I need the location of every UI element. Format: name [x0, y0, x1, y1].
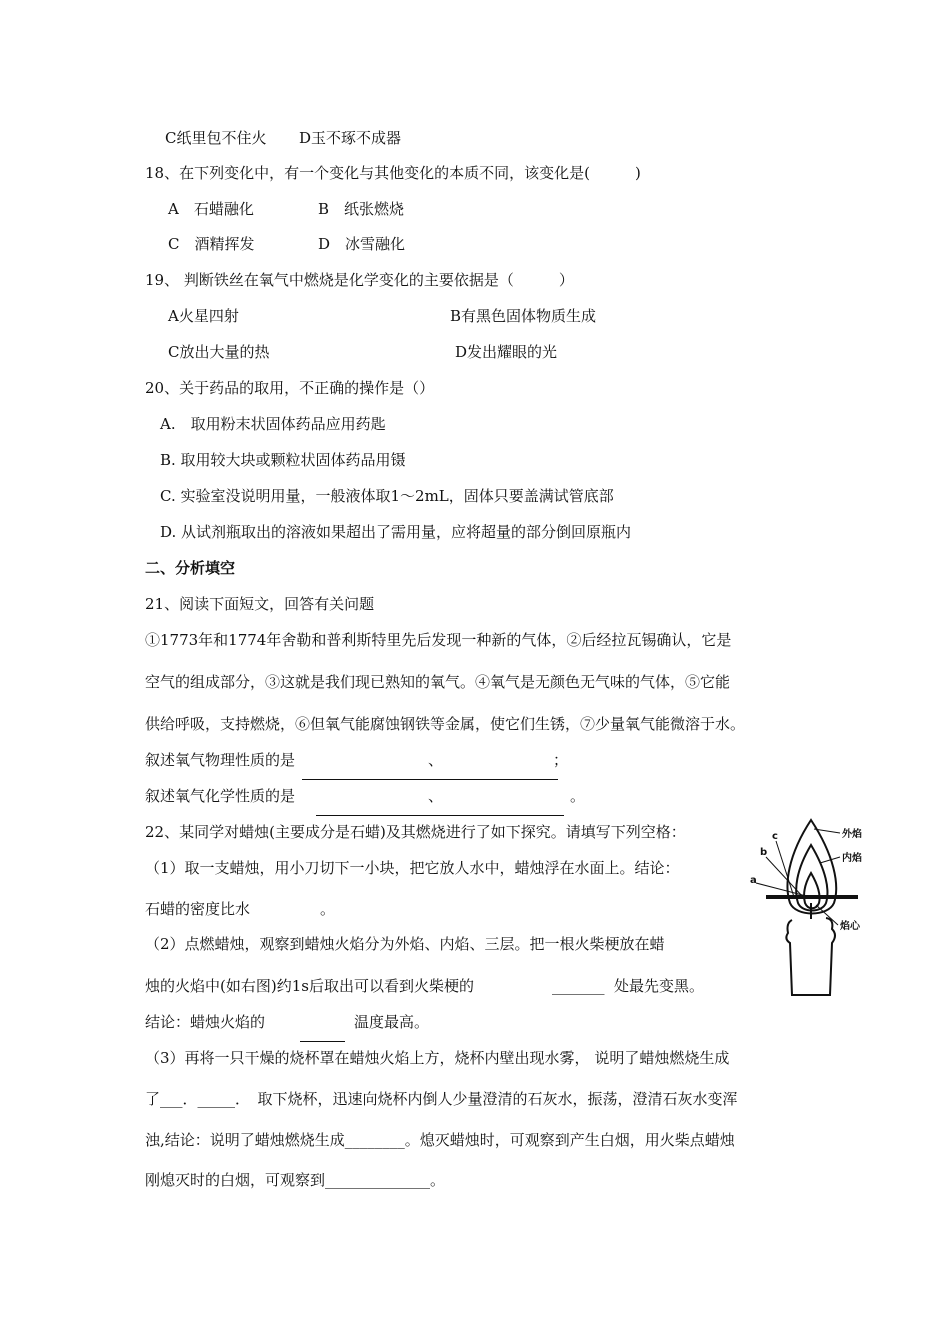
q19-option-a: A火星四射: [168, 307, 239, 325]
inner-flame-label: 内焰: [842, 853, 862, 864]
q21-physical-answer-line[interactable]: [302, 779, 558, 780]
label-c: c: [772, 831, 778, 842]
label-a: a: [750, 875, 757, 886]
q18-option-c: C 酒精挥发: [168, 235, 255, 253]
q21-stem: 21、阅读下面短文，回答有关问题: [145, 595, 375, 613]
q22-step2-conclusion-end: 温度最高。: [354, 1013, 430, 1031]
outer-flame-label: 外焰: [842, 829, 862, 840]
candle-body: [786, 918, 835, 995]
q22-step2-line2-end: 处最先变黑。: [614, 977, 705, 995]
q21-physical-separator: 、: [428, 751, 444, 769]
q22-stem: 22、某同学对蜡烛(主要成分是石蜡)及其燃烧进行了如下探究。请填写下列空格：: [145, 823, 686, 841]
inner-flame: [796, 845, 827, 911]
outer-flame: [788, 820, 837, 914]
q22-step3-line2: 了___．_____． 取下烧杯，迅速向烧杯内倒人少量澄清的石灰水，振荡，澄清石灰水变浑: [145, 1090, 738, 1108]
q20-stem: 20、关于药品的取用，不正确的操作是（）: [145, 379, 435, 397]
q22-step1-line2: 石蜡的密度比水: [145, 900, 251, 918]
label-a-leader: [756, 883, 810, 897]
q22-step1-line1: （1）取一支蜡烛，用小刀切下一小块，把它放人水中，蜡烛浮在水面上。结论：: [145, 859, 680, 877]
flame-core-leader: [816, 905, 838, 925]
q21-physical-end: ；: [553, 751, 569, 769]
q22-step3-line3: 浊,结论：说明了蜡烛燃烧生成________。熄灭蜡烛时，可观察到产生白烟，用火柴点蜡烛: [145, 1131, 735, 1149]
flame-core: [804, 873, 820, 908]
q17-option-d: D玉不琢不成器: [299, 129, 402, 147]
q18-option-d: D 冰雪融化: [318, 235, 406, 253]
q22-step1-end: 。: [320, 900, 336, 918]
q19-stem: 19、 判断铁丝在氧气中燃烧是化学变化的主要依据是（ ）: [145, 271, 574, 289]
q17-option-c: C纸里包不住火: [165, 129, 267, 147]
q21-chemical-label: 叙述氧气化学性质的是: [145, 787, 296, 805]
q21-chemical-separator: 、: [428, 787, 444, 805]
q20-option-d: D. 从试剂瓶取出的溶液如果超出了需用量，应将超量的部分倒回原瓶内: [160, 523, 632, 541]
label-b: b: [760, 847, 768, 858]
candle-flame-figure: [748, 815, 883, 1000]
q22-step2-conclusion: 结论：蜡烛火焰的: [145, 1013, 266, 1031]
q22-step3-line4: 刚熄灭时的白烟，可观察到______________。: [145, 1171, 446, 1189]
q21-chemical-answer-line[interactable]: [316, 815, 564, 816]
q19-option-d: D发出耀眼的光: [455, 343, 558, 361]
q20-option-a: A. 取用粉末状固体药品应用药匙: [160, 415, 386, 433]
q21-passage-line-1: ①1773年和1774年舍勒和普利斯特里先后发现一种新的气体，②后经拉瓦锡确认，它是: [145, 631, 732, 649]
q19-option-c: C放出大量的热: [168, 343, 270, 361]
q22-step2-line2: 烛的火焰中(如右图)约1s后取出可以看到火柴梗的: [145, 977, 474, 995]
section-title: 二、分析填空: [145, 559, 236, 577]
q21-chemical-end: 。: [570, 787, 586, 805]
q18-stem: 18、在下列变化中，有一个变化与其他变化的本质不同，该变化是( ): [145, 164, 641, 182]
q18-option-a: A 石蜡融化: [168, 200, 254, 218]
q21-passage-line-3: 供给呼吸，支持燃烧，⑥但氧气能腐蚀钢铁等金属，使它们生锈，⑦少量氧气能微溶于水。: [145, 715, 746, 733]
q22-step2-blank[interactable]: _______: [552, 977, 605, 995]
q21-passage-line-2: 空气的组成部分，③这就是我们现已熟知的氧气。④氧气是无颜色无气味的气体，⑤它能: [145, 673, 731, 691]
q21-physical-label: 叙述氧气物理性质的是: [145, 751, 296, 769]
q22-step2-answer-line[interactable]: [300, 1041, 345, 1042]
q22-step2-line1: （2）点燃蜡烛，观察到蜡烛火焰分为外焰、内焰、三层。把一根火柴梗放在蜡: [145, 935, 665, 953]
q20-option-b: B. 取用较大块或颗粒状固体药品用镊: [160, 451, 406, 469]
q19-option-b: B有黑色固体物质生成: [450, 307, 597, 325]
q18-option-b: B 纸张燃烧: [318, 200, 405, 218]
flame-core-label: 焰心: [840, 921, 860, 932]
q22-step3-line1: （3）再将一只干燥的烧杯罩在蜡烛火焰上方，烧杯内壁出现水雾， 说明了蜡烛燃烧生成: [145, 1049, 730, 1067]
q20-option-c: C. 实验室没说明用量，一般液体取1～2mL，固体只要盖满试管底部: [160, 487, 614, 505]
